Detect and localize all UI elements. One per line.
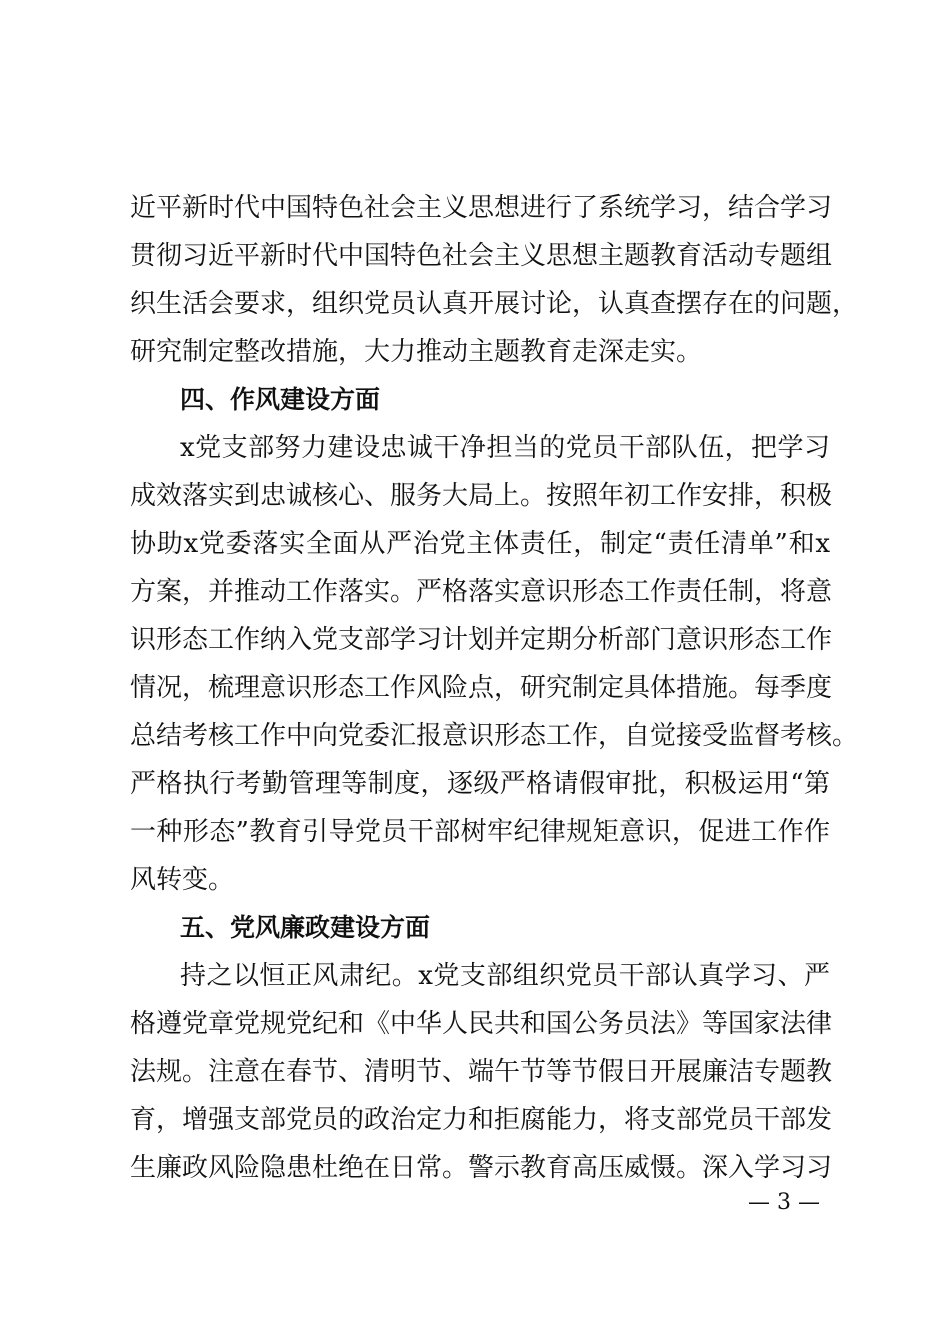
paragraph-2-line-4: 方案，并推动工作落实。严格落实意识形态工作责任制，将意: [130, 577, 833, 607]
paragraph-2-line-3: 协助x党委落实全面从严治党主体责任，制定“责任清单”和x: [130, 529, 830, 559]
paragraph-2-line-7: 总结考核工作中向党委汇报意识形态工作，自觉接受监督考核。: [130, 721, 859, 751]
paragraph-2-line-8: 严格执行考勤管理等制度，逐级严格请假审批，积极运用“第: [130, 769, 830, 799]
paragraph-2-line-1: x党支部努力建设忠诚干净担当的党员干部队伍，把学习: [180, 433, 830, 463]
section-heading-4: 四、作风建设方面: [180, 385, 381, 414]
paragraph-3-line-2: 格遵党章党规党纪和《中华人民共和国公务员法》等国家法律: [130, 1009, 833, 1039]
paragraph-2-line-10: 风转变。: [130, 865, 235, 895]
paragraph-2-line-5: 识形态工作纳入党支部学习计划并定期分析部门意识形态工作: [130, 625, 833, 655]
paragraph-1-line-2: 贯彻习近平新时代中国特色社会主义思想主题教育活动专题组: [130, 241, 833, 271]
page-number: — 3 —: [748, 1190, 820, 1215]
paragraph-3-line-3: 法规。注意在春节、清明节、端午节等节假日开展廉洁专题教: [130, 1057, 833, 1087]
paragraph-3-line-5: 生廉政风险隐患杜绝在日常。警示教育高压威慑。深入学习习: [130, 1153, 833, 1183]
paragraph-3-line-4: 育，增强支部党员的政治定力和拒腐能力，将支部党员干部发: [130, 1105, 833, 1135]
section-heading-5: 五、党风廉政建设方面: [180, 913, 431, 942]
paragraph-1-line-3: 织生活会要求，组织党员认真开展讨论，认真查摆存在的问题，: [130, 289, 859, 319]
paragraph-3-line-1: 持之以恒正风肃纪。x党支部组织党员干部认真学习、严: [180, 961, 830, 991]
paragraph-2-line-2: 成效落实到忠诚核心、服务大局上。按照年初工作安排，积极: [130, 481, 833, 511]
paragraph-2-line-9: 一种形态”教育引导党员干部树牢纪律规矩意识，促进工作作: [130, 817, 830, 847]
paragraph-1-line-4: 研究制定整改措施，大力推动主题教育走深走实。: [130, 337, 703, 367]
paragraph-2-line-6: 情况，梳理意识形态工作风险点，研究制定具体措施。每季度: [130, 673, 833, 703]
paragraph-1-line-1: 近平新时代中国特色社会主义思想进行了系统学习，结合学习: [130, 193, 833, 223]
